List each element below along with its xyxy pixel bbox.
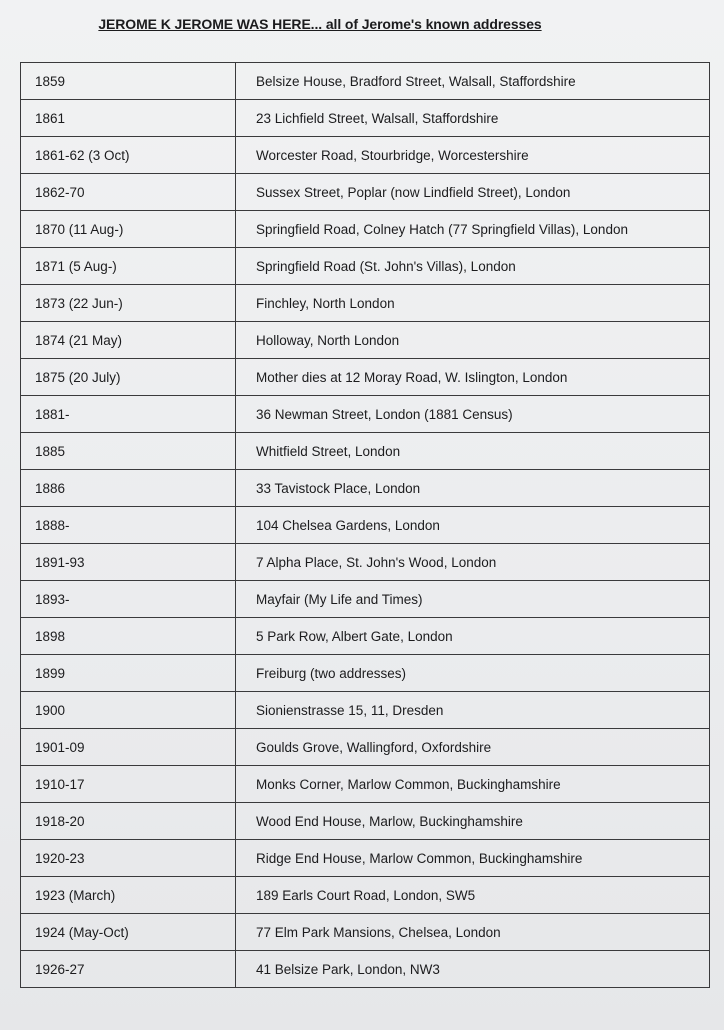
date-cell: 1923 (March) — [21, 877, 236, 914]
address-row — [21, 766, 710, 803]
date-cell: 1926-27 — [21, 951, 236, 988]
address-row — [21, 285, 710, 322]
date-cell: 1893- — [21, 581, 236, 618]
address-cell: Whitfield Street, London — [236, 433, 710, 470]
date-cell: 1918-20 — [21, 803, 236, 840]
address-cell: Finchley, North London — [236, 285, 710, 322]
address-row — [21, 840, 710, 877]
address-row — [21, 174, 710, 211]
address-row — [21, 803, 710, 840]
date-cell: 1920-23 — [21, 840, 236, 877]
date-cell: 1900 — [21, 692, 236, 729]
address-row — [21, 248, 710, 285]
address-cell: Holloway, North London — [236, 322, 710, 359]
address-row — [21, 322, 710, 359]
address-row — [21, 581, 710, 618]
address-row — [21, 470, 710, 507]
date-cell: 1910-17 — [21, 766, 236, 803]
address-cell: Ridge End House, Marlow Common, Buckinghamshire — [236, 840, 710, 877]
date-cell: 1875 (20 July) — [21, 359, 236, 396]
address-cell: Goulds Grove, Wallingford, Oxfordshire — [236, 729, 710, 766]
date-cell: 1885 — [21, 433, 236, 470]
date-cell: 1898 — [21, 618, 236, 655]
date-cell: 1874 (21 May) — [21, 322, 236, 359]
addresses-table — [20, 62, 710, 988]
address-row — [21, 729, 710, 766]
date-cell: 1861-62 (3 Oct) — [21, 137, 236, 174]
address-row — [21, 63, 710, 100]
date-cell: 1888- — [21, 507, 236, 544]
document-title: JEROME K JEROME WAS HERE... all of Jerome's known addresses — [98, 16, 542, 32]
address-cell: 77 Elm Park Mansions, Chelsea, London — [236, 914, 710, 951]
address-cell: 36 Newman Street, London (1881 Census) — [236, 396, 710, 433]
address-row — [21, 433, 710, 470]
address-cell: Mayfair (My Life and Times) — [236, 581, 710, 618]
address-cell: Wood End House, Marlow, Buckinghamshire — [236, 803, 710, 840]
date-cell: 1886 — [21, 470, 236, 507]
address-row — [21, 137, 710, 174]
address-row — [21, 359, 710, 396]
date-cell: 1861 — [21, 100, 236, 137]
address-row — [21, 877, 710, 914]
date-cell: 1901-09 — [21, 729, 236, 766]
address-row — [21, 914, 710, 951]
address-cell: 23 Lichfield Street, Walsall, Staffordshire — [236, 100, 710, 137]
address-row — [21, 211, 710, 248]
date-cell: 1924 (May-Oct) — [21, 914, 236, 951]
addresses-table-body — [21, 63, 710, 988]
address-cell: Sussex Street, Poplar (now Lindfield Street), London — [236, 174, 710, 211]
address-cell: Belsize House, Bradford Street, Walsall, Staffordshire — [236, 63, 710, 100]
address-cell: Springfield Road, Colney Hatch (77 Springfield Villas), London — [236, 211, 710, 248]
address-cell: 5 Park Row, Albert Gate, London — [236, 618, 710, 655]
address-cell: 41 Belsize Park, London, NW3 — [236, 951, 710, 988]
date-cell: 1859 — [21, 63, 236, 100]
date-cell: 1862-70 — [21, 174, 236, 211]
address-cell: Worcester Road, Stourbridge, Worcestershire — [236, 137, 710, 174]
address-row — [21, 396, 710, 433]
date-cell: 1871 (5 Aug-) — [21, 248, 236, 285]
address-row — [21, 507, 710, 544]
date-cell: 1873 (22 Jun-) — [21, 285, 236, 322]
date-cell: 1881- — [21, 396, 236, 433]
address-cell: 33 Tavistock Place, London — [236, 470, 710, 507]
address-row — [21, 692, 710, 729]
address-cell: Sionienstrasse 15, 11, Dresden — [236, 692, 710, 729]
address-cell: Mother dies at 12 Moray Road, W. Islington, London — [236, 359, 710, 396]
address-row — [21, 655, 710, 692]
address-row — [21, 100, 710, 137]
address-cell: Monks Corner, Marlow Common, Buckinghamshire — [236, 766, 710, 803]
address-cell: 7 Alpha Place, St. John's Wood, London — [236, 544, 710, 581]
date-cell: 1899 — [21, 655, 236, 692]
address-cell: 189 Earls Court Road, London, SW5 — [236, 877, 710, 914]
address-cell: Springfield Road (St. John's Villas), London — [236, 248, 710, 285]
address-row — [21, 544, 710, 581]
date-cell: 1891-93 — [21, 544, 236, 581]
address-cell: Freiburg (two addresses) — [236, 655, 710, 692]
address-row — [21, 951, 710, 988]
address-cell: 104 Chelsea Gardens, London — [236, 507, 710, 544]
address-row — [21, 618, 710, 655]
date-cell: 1870 (11 Aug-) — [21, 211, 236, 248]
